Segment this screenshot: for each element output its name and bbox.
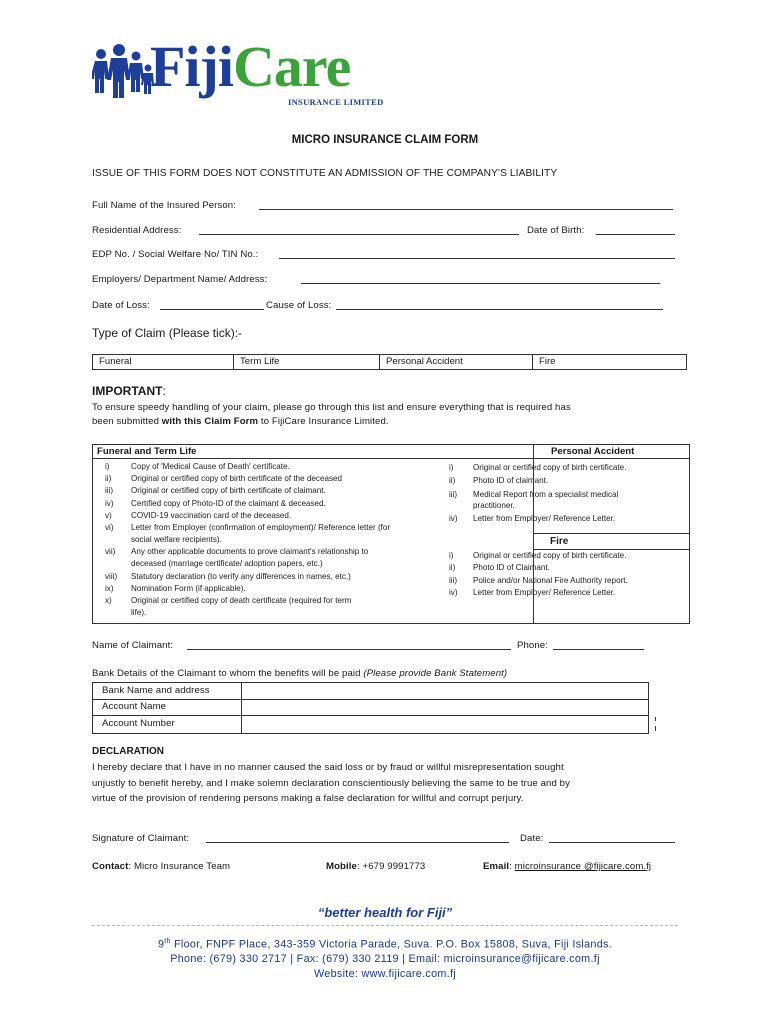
- claim-type-funeral[interactable]: Funeral: [93, 355, 234, 370]
- email-label: Email: [483, 861, 510, 872]
- requirement-text: Any other applicable documents to prove claimant's relationship to: [131, 547, 369, 557]
- requirement-text: Photo ID of claimant.: [473, 476, 549, 486]
- bank-name-field[interactable]: [243, 684, 646, 698]
- floor-suffix: th: [164, 938, 171, 945]
- claimant-name-field[interactable]: [187, 649, 511, 650]
- declaration-line: virtue of the provision of rendering persons making a false declaration for willful and corrupt perjury.: [92, 793, 524, 805]
- fire-heading: Fire: [550, 536, 569, 547]
- requirement-number: i): [449, 463, 454, 472]
- edp-no-field[interactable]: [279, 258, 675, 259]
- header-divider: [93, 458, 689, 459]
- logo-wordmark: [150, 36, 350, 98]
- form-title: MICRO INSURANCE CLAIM FORM: [291, 134, 479, 146]
- requirement-text: practitioner.: [473, 500, 515, 510]
- residential-address-label: Residential Address:: [92, 225, 182, 236]
- requirement-number: viii): [105, 571, 118, 581]
- account-name-field[interactable]: [243, 700, 646, 714]
- bank-name-label: Bank Name and address: [102, 685, 210, 696]
- requirement-number: iii): [105, 486, 114, 496]
- cause-of-loss-field[interactable]: [336, 309, 663, 310]
- declaration-heading: DECLARATION: [92, 746, 165, 757]
- footer-separator: [92, 925, 678, 926]
- requirement-number: vi): [105, 523, 114, 532]
- email-info: Email: microinsurance @fijicare.com.fj: [483, 861, 652, 872]
- personal-accident-heading: Personal Accident: [551, 446, 635, 457]
- requirement-text: Original or certified copy of death certificate (required for term: [131, 596, 352, 605]
- requirement-text: Original or certified copy of birth certificate.: [473, 463, 627, 472]
- bank-table-bottom-rule: [92, 733, 645, 734]
- date-label: Date:: [520, 833, 544, 844]
- mobile-value: : +679 9991773: [356, 861, 426, 872]
- margin-mark: [655, 726, 656, 731]
- bank-details-table: [92, 682, 649, 734]
- footer-phone-line: Phone: (679) 330 2717 | Fax: (679) 330 2119 | Email: microinsurance@fijicare.com.fj: [170, 953, 600, 965]
- claim-type-fire[interactable]: Fire: [533, 355, 687, 370]
- requirements-table: [92, 444, 690, 624]
- claim-type-term-life[interactable]: Term Life: [234, 355, 380, 370]
- requirement-number: iii): [449, 489, 458, 499]
- date-of-loss-label: Date of Loss:: [92, 300, 150, 311]
- important-label: IMPORTANT: [92, 384, 163, 398]
- disclaimer: ISSUE OF THIS FORM DOES NOT CONSTITUTE AN ADMISSION OF THE COMPANY'S LIABILITY: [92, 168, 558, 179]
- important-heading: [92, 384, 166, 398]
- declaration-text: [92, 760, 570, 807]
- signature-label: Signature of Claimant:: [92, 833, 190, 844]
- employers-label: Employers/ Department Name/ Address:: [92, 274, 268, 285]
- claimant-phone-label: Phone:: [517, 640, 549, 651]
- requirement-number: ii): [105, 474, 112, 484]
- requirement-text: Photo ID of Claimant.: [473, 563, 550, 573]
- important-text-line-2: [92, 416, 389, 427]
- funeral-term-life-heading: Funeral and Term Life: [97, 446, 197, 457]
- requirement-text: Letter from Employer/ Reference Letter.: [473, 587, 616, 597]
- declaration-line: I hereby declare that I have in no manner caused the said loss or by fraud or willful misrepresentation sought: [92, 762, 564, 773]
- claim-type-personal-accident[interactable]: Personal Accident: [380, 355, 533, 370]
- footer-address: [0, 938, 770, 951]
- fire-top-rule: [534, 533, 689, 534]
- bank-intro: [92, 668, 507, 679]
- requirement-number: ii): [449, 563, 456, 573]
- claimant-name-label: Name of Claimant:: [92, 640, 174, 651]
- requirement-text: Copy of 'Medical Cause of Death' certificate.: [131, 462, 290, 471]
- logo-subtitle: INSURANCE LIMITED: [288, 97, 384, 107]
- family-figures-icon: [92, 44, 154, 104]
- declaration-line: unjustly to benefit hereby, and I make solemn declaration conscientiously believing the same to be true and by: [92, 777, 570, 789]
- requirement-text: Nomination Form (if applicable).: [131, 583, 246, 593]
- requirement-text: Statutory declaration (to verify any differences in names, etc.): [131, 571, 351, 581]
- date-field[interactable]: [549, 842, 675, 843]
- signature-field[interactable]: [206, 842, 509, 843]
- important-text-2a: been submitted: [92, 416, 162, 427]
- requirement-text: deceased (marriage certificate/ adoption papers, etc.): [131, 559, 323, 569]
- requirement-text: Letter from Employer (confirmation of employment)/ Reference letter (for: [131, 523, 391, 532]
- logo-care-text: Care: [232, 34, 351, 99]
- full-name-label: Full Name of the Insured Person:: [92, 200, 236, 211]
- requirement-text: life).: [131, 608, 147, 618]
- requirement-number: i): [105, 462, 110, 471]
- bank-intro-text: Bank Details of the Claimant to whom the benefits will be paid: [92, 668, 364, 679]
- requirement-text: Medical Report from a specialist medical: [473, 489, 619, 499]
- requirement-text: Original or certified copy of birth certificate.: [473, 551, 627, 560]
- edp-no-label: EDP No. / Social Welfare No/ TIN No.:: [92, 249, 259, 260]
- requirement-text: Original or certified copy of birth certificate of claimant.: [131, 486, 326, 496]
- important-text-2c: to FijiCare Insurance Limited.: [258, 416, 389, 427]
- footer-website[interactable]: Website: www.fijicare.com.fj: [314, 968, 456, 980]
- account-number-field[interactable]: [243, 716, 646, 731]
- requirement-number: iv): [449, 587, 458, 597]
- requirement-text: social welfare recipients).: [131, 535, 222, 545]
- residential-address-field[interactable]: [199, 234, 519, 235]
- cause-of-loss-label: Cause of Loss:: [266, 300, 332, 311]
- contact-label: Contact: [92, 861, 129, 872]
- requirement-number: vii): [105, 547, 116, 557]
- mobile-info: [326, 861, 425, 872]
- bank-column-divider: [241, 683, 242, 733]
- logo-fiji-text: Fiji: [150, 34, 233, 99]
- contact-value: : Micro Insurance Team: [128, 861, 231, 872]
- employers-field[interactable]: [301, 283, 660, 284]
- requirement-number: ix): [105, 583, 114, 593]
- requirement-number: x): [105, 596, 112, 605]
- requirement-number: ii): [449, 476, 456, 486]
- requirement-text: Original or certified copy of birth certificate of the deceased: [131, 474, 342, 484]
- date-of-loss-field[interactable]: [160, 309, 264, 310]
- bank-intro-italic: (Please provide Bank Statement): [363, 668, 508, 679]
- requirement-text: Certified copy of Photo-ID of the claimant & deceased.: [131, 498, 326, 508]
- slogan: “better health for Fiji”: [317, 905, 453, 920]
- floor-number: 9: [157, 938, 165, 951]
- requirement-number: iii): [449, 575, 458, 585]
- account-number-label: Account Number: [102, 718, 175, 729]
- type-of-claim-table: [92, 354, 687, 370]
- important-text-line-1: To ensure speedy handling of your claim, please go through this list and ensure everything that is required has: [92, 402, 571, 413]
- requirement-number: i): [449, 551, 454, 560]
- date-of-birth-field[interactable]: [596, 234, 675, 235]
- requirement-number: iv): [449, 514, 458, 524]
- requirement-text: Letter from Employer/ Reference Letter.: [473, 514, 616, 524]
- margin-mark: [655, 717, 656, 721]
- contact-info: [92, 861, 230, 872]
- mobile-label: Mobile: [326, 861, 357, 872]
- account-name-label: Account Name: [102, 701, 167, 712]
- address-text: Floor, FNPF Place, 343-359 Victoria Parade, Suva. P.O. Box 15808, Suva, Fiji Islands.: [170, 938, 613, 951]
- important-colon: :: [162, 384, 166, 398]
- important-text-2b: with this Claim Form: [161, 416, 259, 427]
- date-of-birth-label: Date of Birth:: [527, 225, 585, 236]
- email-link[interactable]: microinsurance @fijicare.com.fj: [514, 861, 652, 872]
- claimant-phone-field[interactable]: [553, 649, 644, 650]
- requirement-text: Police and/or National Fire Authority report.: [473, 575, 628, 585]
- requirement-number: v): [105, 510, 112, 520]
- requirement-text: COVID-19 vaccination card of the deceased.: [131, 510, 292, 520]
- type-of-claim-heading: Type of Claim (Please tick):-: [92, 326, 243, 340]
- full-name-field[interactable]: [259, 209, 673, 210]
- requirement-number: iv): [105, 498, 114, 508]
